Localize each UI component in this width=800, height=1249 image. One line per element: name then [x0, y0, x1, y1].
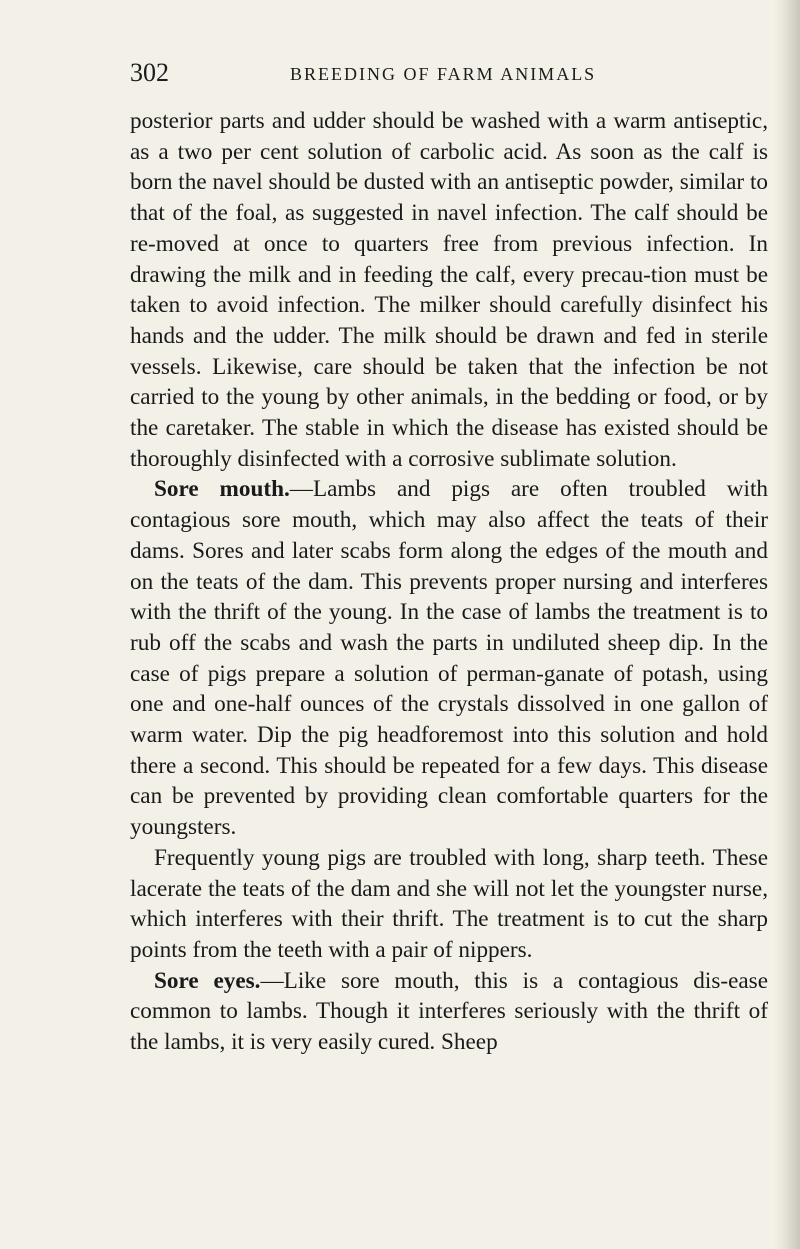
paragraph-sore-mouth	[130, 474, 768, 842]
section-heading-sore-eyes: Sore eyes.	[154, 967, 261, 994]
paragraph-sore-eyes	[130, 966, 768, 1058]
paragraph-continuation	[130, 106, 768, 474]
page-edge-shadow	[774, 0, 800, 1249]
paragraph-text: —Lambs and pigs are often troubled with contagious sore mouth, which may also affect the teats of their dams. Sores and later scabs form along the edges of the mouth and on the teats of the dam. This prevents proper nursing and interferes with the thrift of the young. In the case of lambs the treatment is to rub off the scabs and wash the parts in undiluted sheep dip. In the case of pigs prepare a solution of perman-ganate of potash, using one and one-half ounces of the crystals dissolved in one gallon of warm water. Dip the pig headforemost into this solution and hold there a second. This should be repeated for a few days. This disease can be prevented by providing clean comfortable quarters for the youngsters.	[130, 476, 769, 841]
paragraph-text: posterior parts and udder should be washed with a warm antiseptic, as a two per cent solution of carbolic acid. As soon as the calf is born the navel should be dusted with an antiseptic powder, similar to that of the foal, as suggested in navel infection. The calf should be re-moved at once to quarters free from previous infection. In drawing the milk and in feeding the calf, every precau-tion must be taken to avoid infection. The milker should carefully disinfect his hands and the udder. The milk should be drawn and fed in sterile vessels. Likewise, care should be taken that the infection be not carried to the young by other animals, in the bedding or food, or by the caretaker. The stable in which the disease has existed should be thoroughly disinfected with a corrosive sublimate solution.	[130, 108, 768, 472]
paragraph-text: Frequently young pigs are troubled with long, sharp teeth. These lacerate the teats of the dam and she will not let the youngster nurse, which interferes with their thrift. The treatment is to cut the sharp points from the teeth with a pair of nippers.	[130, 844, 768, 963]
page-header	[130, 58, 770, 88]
running-head: BREEDING OF FARM ANIMALS	[290, 64, 597, 84]
section-heading-sore-mouth: Sore mouth.	[154, 476, 290, 503]
page-number: 302	[130, 58, 169, 87]
body-text	[130, 106, 768, 1058]
paragraph-sharp-teeth	[130, 843, 768, 966]
paragraph-text: —Like sore mouth, this is a contagious dis-ease common to lambs. Though it interferes seriously with the thrift of the lambs, it is very easily cured. Sheep	[130, 967, 768, 1056]
